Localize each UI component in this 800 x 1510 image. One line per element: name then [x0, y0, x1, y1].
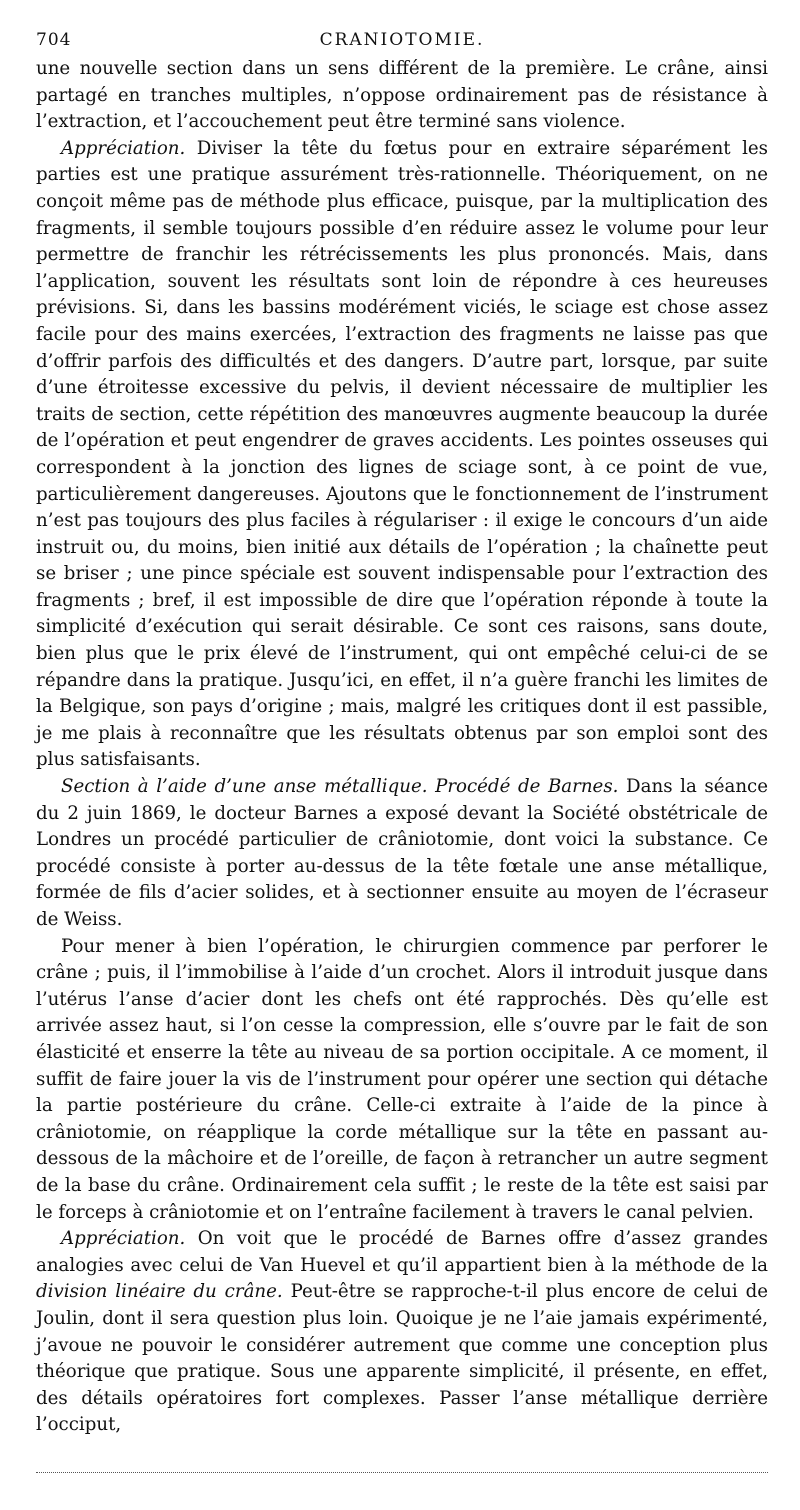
paragraph-operation [36, 934, 768, 1227]
page [36, 30, 768, 1439]
paragraph-lead: Appréciation. [61, 137, 186, 159]
body-text [36, 56, 768, 1439]
paragraph-text: Peut-être se rapproche-t-il plus encore de celui de Joulin, dont il sera question plus loin. Quoique je ne l’aie jamais expérimenté, j’avoue ne pouvoir le considérer autrement que comme une conception plus théorique que pratique. Sous une apparente simplicité, il présente, en effet, des détails opératoires fort complexes. Passer l’anse métallique derrière l’occiput, [36, 1281, 768, 1436]
footer-dotted-rule [36, 1472, 768, 1473]
page-number: 704 [36, 30, 72, 50]
paragraph-text: Dans la séance du 2 juin 1869, le docteur Barnes a exposé devant la Société obstétricale de Londres un procédé particulier de crâniotomie, dont voici la substance. Ce procédé consiste à porter au-dessus de la tête fœtale une anse métallique, formée de fils d’acier solides, et à sectionner ensuite au moyen de l’écraseur de Weiss. [36, 776, 768, 930]
paragraph-text: On voit que le procédé de Barnes offre d’assez grandes analogies avec celui de Van Huevel et qu’il appartient bien à la méthode de la [36, 1228, 768, 1276]
paragraph-continuation [36, 56, 768, 136]
paragraph-italic-term: division linéaire du crâne. [36, 1281, 283, 1303]
paragraph-appreciation-2 [36, 1226, 768, 1439]
paragraph-text: une nouvelle section dans un sens différent de la première. Le crâne, ainsi partagé en tranches multiples, n’oppose ordinairement pas de résistance à l’extraction, et l’accouchement peut être terminé sans violence. [36, 58, 768, 133]
paragraph-text: Diviser la tête du fœtus pour en extraire séparément les parties est une pratique assurément très-rationnelle. Théoriquement, on ne conçoit même pas de méthode plus efficace, puisque, par la multiplication des fragments, il semble toujours possible d’en réduire assez le volume pour leur permettre de franchir les rétrécissements les plus prononcés. Mais, dans l’application, souvent les résultats sont loin de répondre à ces heureuses prévisions. Si, dans les bassins modérément viciés, le sciage est chose assez facile pour des mains exercées, l’extraction des fragments ne laisse pas que d’offrir parfois des difficultés et des dangers. D’autre part, lorsque, par suite d’une étroitesse excessive du pelvis, il devient nécessaire de multiplier les traits de section, cette répétition des manœuvres augmente beaucoup la durée de l’opération et peut engendrer de graves accidents. Les pointes osseuses qui correspondent à la jonction des lignes de sciage sont, à ce point de vue, particulièrement dangereuses. Ajoutons que le fonctionnement de l’instrument n’est pas toujours des plus faciles à régulariser : il exige le concours d’un aide instruit ou, du moins, bien initié aux détails de l’opération ; la chaînette peut se briser ; une pince spéciale est souvent indispensable pour l’extraction des fragments ; bref, il est impossible de dire que l’opération réponde à toute la simplicité d’exécution qui serait désirable. Ce sont ces raisons, sans doute, bien plus que le prix élevé de l’instrument, qui ont empêché celui-ci de se répandre dans la pratique. Jusqu’ici, en effet, il n’a guère franchi les limites de la Belgique, son pays d’origine ; mais, malgré les critiques dont il est passible, je me plais à reconnaître que les résultats obtenus par son emploi sont des plus satisfaisants. [36, 137, 768, 771]
paragraph-barnes-procedure [36, 774, 768, 934]
page-header [36, 30, 768, 56]
paragraph-appreciation-1 [36, 136, 768, 774]
running-title: CRANIOTOMIE. [319, 30, 485, 50]
paragraph-lead: Section à l’aide d’une anse métallique. Procédé de Barnes. [61, 776, 619, 798]
paragraph-text: Pour mener à bien l’opération, le chirurgien commence par perforer le crâne ; puis, il l’immobilise à l’aide d’un crochet. Alors il introduit jusque dans l’utérus l’anse d’acier dont les chefs ont été rapprochés. Dès qu’elle est arrivée assez haut, si l’on cesse la compression, elle s’ouvre par le fait de son élasticité et enserre la tête au niveau de sa portion occipitale. A ce moment, il suffit de faire jouer la vis de l’instrument pour opérer une section qui détache la partie postérieure du crâne. Celle-ci extraite à l’aide de la pince à crâniotomie, on réapplique la corde métallique sur la tête en passant au-dessous de la mâchoire et de l’oreille, de façon à retrancher un autre segment de la base du crâne. Ordinairement cela suffit ; le reste de la tête est saisi par le forceps à crâniotomie et on l’entraîne facilement à travers le canal pelvien. [36, 935, 768, 1223]
paragraph-lead: Appréciation. [61, 1228, 186, 1250]
